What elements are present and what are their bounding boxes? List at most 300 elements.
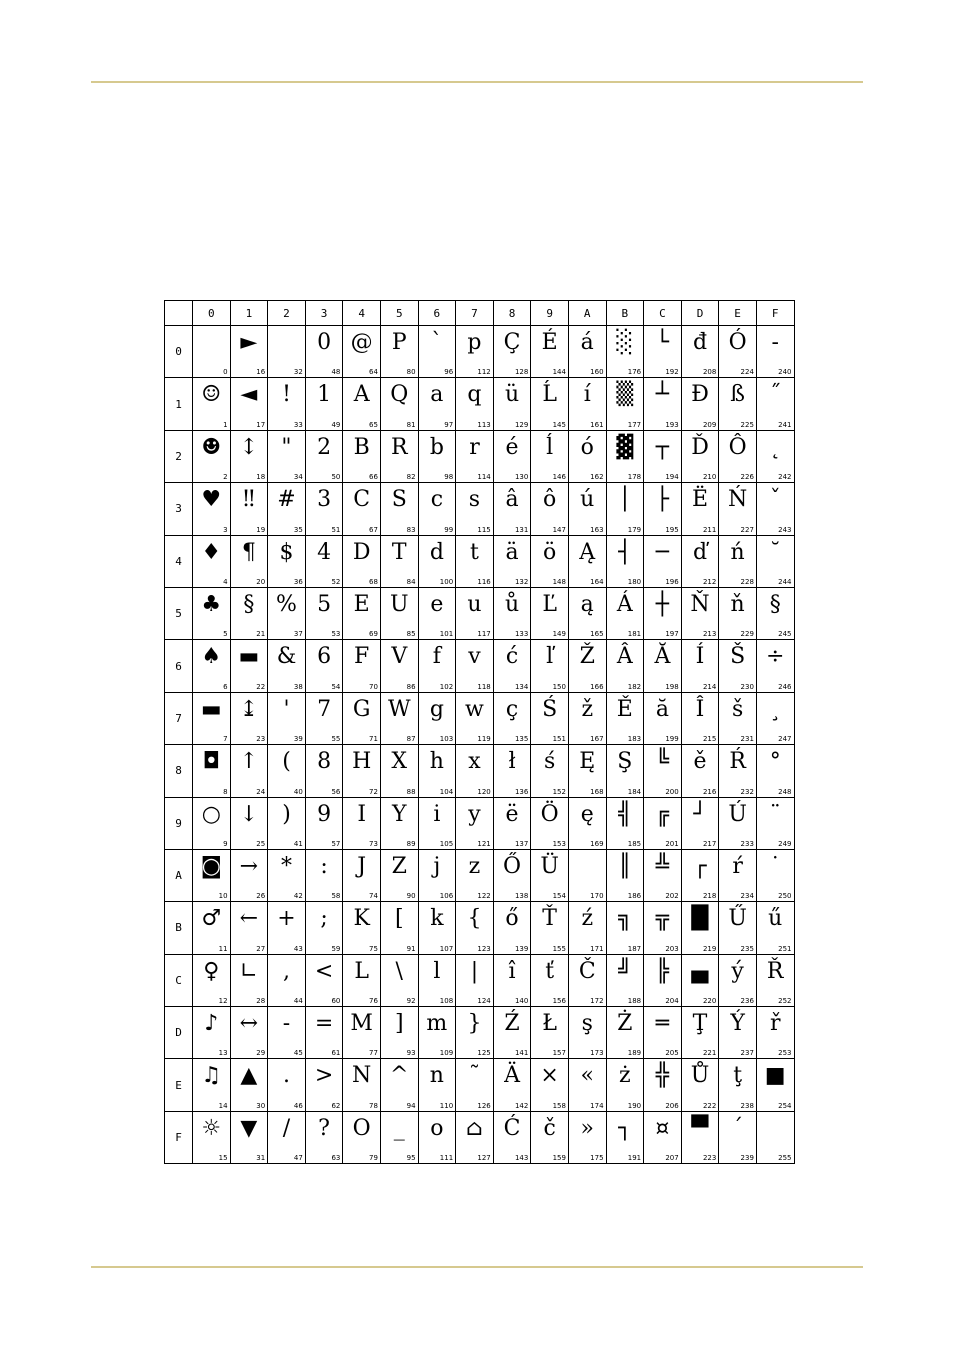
char-code: 21 <box>256 630 266 639</box>
char-glyph: ↨ <box>239 696 259 722</box>
char-glyph: Ú <box>728 801 747 827</box>
char-glyph: q <box>467 382 482 408</box>
char-glyph: Ž <box>579 644 595 670</box>
char-code: 40 <box>293 787 303 796</box>
char-cell <box>456 326 494 378</box>
char-code: 13 <box>218 1049 228 1058</box>
char-cell <box>193 1007 231 1059</box>
char-code: 234 <box>740 892 754 901</box>
char-cell <box>305 640 343 692</box>
char-code: 191 <box>627 1154 642 1163</box>
char-glyph: 6 <box>317 644 332 670</box>
char-cell <box>230 587 268 639</box>
char-code: 18 <box>256 473 266 482</box>
column-header: D <box>681 301 719 326</box>
char-glyph: Đ <box>691 382 709 408</box>
char-cell <box>644 849 682 901</box>
char-glyph: U <box>389 591 409 617</box>
char-glyph: ü <box>504 382 520 408</box>
char-glyph: $ <box>279 539 294 565</box>
char-glyph: l <box>433 958 441 984</box>
char-code: 37 <box>293 630 303 639</box>
char-cell <box>193 902 231 954</box>
char-glyph: ▬ <box>200 696 222 722</box>
char-cell <box>606 692 644 744</box>
char-code: 218 <box>702 892 717 901</box>
char-code: 81 <box>406 420 416 429</box>
row-header: 2 <box>165 430 193 482</box>
char-glyph: t <box>470 539 479 565</box>
char-glyph: ? <box>318 1115 330 1141</box>
char-glyph: " <box>281 434 292 460</box>
char-glyph: ╚ <box>655 749 670 775</box>
char-glyph: ę <box>580 801 594 827</box>
char-code: 202 <box>665 892 679 901</box>
char-code: 228 <box>740 577 754 586</box>
char-cell <box>418 640 456 692</box>
char-glyph: o <box>430 1115 444 1141</box>
char-glyph: n <box>429 1063 444 1089</box>
char-cell <box>230 692 268 744</box>
char-cell <box>493 326 531 378</box>
char-code: 215 <box>702 735 717 744</box>
char-glyph: 2 <box>317 434 332 460</box>
char-glyph: Î <box>695 696 705 722</box>
char-code: 113 <box>477 420 491 429</box>
char-code: 206 <box>665 1101 679 1110</box>
char-cell <box>305 745 343 797</box>
char-cell <box>193 1111 231 1163</box>
char-glyph: = <box>314 1011 334 1037</box>
char-code: 128 <box>514 368 529 377</box>
char-glyph: á <box>580 330 594 355</box>
char-glyph: ╠ <box>655 958 670 984</box>
char-cell <box>230 902 268 954</box>
char-cell <box>343 745 381 797</box>
char-cell <box>193 430 231 482</box>
char-cell <box>493 378 531 430</box>
char-code: 12 <box>218 997 228 1006</box>
char-glyph: ♫ <box>201 1063 222 1089</box>
char-glyph: ┐ <box>618 1115 632 1141</box>
char-glyph: ô <box>543 487 557 513</box>
char-cell <box>493 640 531 692</box>
char-cell <box>681 954 719 1006</box>
char-cell <box>380 1007 418 1059</box>
char-glyph: ( <box>282 749 291 775</box>
char-cell <box>568 326 606 378</box>
char-code: 124 <box>477 997 491 1006</box>
char-cell <box>681 430 719 482</box>
char-code: 207 <box>665 1154 679 1163</box>
char-code: 174 <box>590 1101 604 1110</box>
char-code: 14 <box>218 1101 228 1110</box>
char-cell <box>719 587 757 639</box>
char-glyph: Z <box>391 853 407 879</box>
char-cell <box>644 430 682 482</box>
char-code: 25 <box>256 839 266 848</box>
char-glyph: Ő <box>503 853 522 879</box>
char-code: 28 <box>256 997 266 1006</box>
char-cell <box>644 587 682 639</box>
char-glyph: Ô <box>728 434 747 460</box>
char-code: 184 <box>627 787 642 796</box>
char-code: 185 <box>627 839 642 848</box>
char-glyph: ő <box>505 906 519 932</box>
char-cell <box>756 954 794 1006</box>
char-glyph: Ŕ <box>729 749 746 775</box>
char-glyph: 4 <box>317 539 332 565</box>
char-code: 99 <box>444 525 454 534</box>
char-code: 251 <box>778 944 792 953</box>
char-cell <box>456 745 494 797</box>
char-code: 135 <box>514 735 529 744</box>
char-cell <box>380 378 418 430</box>
char-code: 161 <box>590 420 604 429</box>
char-code: 239 <box>740 1154 754 1163</box>
char-code: 106 <box>439 892 454 901</box>
char-cell <box>681 1111 719 1163</box>
char-cell <box>531 640 569 692</box>
char-glyph: ║ <box>618 853 632 879</box>
char-cell <box>193 849 231 901</box>
char-cell <box>456 902 494 954</box>
char-code: 152 <box>552 787 566 796</box>
char-cell <box>681 326 719 378</box>
char-code: 89 <box>406 839 416 848</box>
char-code: 73 <box>369 839 378 848</box>
char-glyph: ˘ <box>769 539 781 565</box>
char-code: 167 <box>590 735 604 744</box>
char-code: 26 <box>256 892 266 901</box>
char-code: 182 <box>627 682 642 691</box>
table-row <box>165 797 795 849</box>
char-glyph: Ľ <box>542 591 557 617</box>
char-glyph: ! <box>282 382 291 408</box>
char-glyph: C <box>353 487 371 513</box>
char-cell <box>644 797 682 849</box>
char-glyph: └ <box>655 330 670 355</box>
char-cell <box>644 745 682 797</box>
char-glyph: Ś <box>542 696 558 722</box>
char-cell <box>606 483 644 535</box>
char-cell <box>268 849 306 901</box>
char-cell <box>531 483 569 535</box>
char-glyph: y <box>468 801 481 827</box>
char-code: 52 <box>331 577 341 586</box>
char-glyph: Ö <box>540 801 559 827</box>
char-cell <box>456 378 494 430</box>
char-cell <box>568 797 606 849</box>
char-glyph: ♀ <box>203 958 220 984</box>
char-code: 171 <box>590 944 604 953</box>
char-glyph: s <box>468 487 481 513</box>
char-code: 103 <box>439 735 454 744</box>
corner-cell <box>165 301 193 326</box>
char-code: 199 <box>665 735 679 744</box>
column-header: A <box>568 301 606 326</box>
char-glyph: ◘ <box>202 749 220 775</box>
char-cell <box>644 535 682 587</box>
char-glyph: E <box>353 591 370 617</box>
char-glyph: ┤ <box>618 539 632 565</box>
char-cell <box>380 483 418 535</box>
char-code: 232 <box>740 787 754 796</box>
char-cell <box>380 587 418 639</box>
char-cell <box>644 954 682 1006</box>
char-code: 78 <box>369 1101 378 1110</box>
char-cell <box>418 692 456 744</box>
char-code: 241 <box>778 420 792 429</box>
char-glyph: ↓ <box>239 801 259 827</box>
char-code: 214 <box>702 682 717 691</box>
char-cell <box>756 849 794 901</box>
char-glyph: B <box>353 434 370 460</box>
char-cell <box>568 483 606 535</box>
char-glyph: ˝ <box>769 382 781 408</box>
char-glyph: ▓ <box>616 434 634 460</box>
char-cell <box>230 1059 268 1111</box>
row-header: B <box>165 902 193 954</box>
char-code: 27 <box>256 944 266 953</box>
char-code: 88 <box>406 787 416 796</box>
char-code: 144 <box>552 368 566 377</box>
char-glyph: ˜ <box>468 1063 480 1089</box>
char-cell <box>305 1007 343 1059</box>
char-glyph: I <box>357 801 367 827</box>
char-glyph: Ł <box>542 1011 557 1037</box>
char-cell <box>230 797 268 849</box>
char-cell <box>343 1059 381 1111</box>
char-glyph: Ě <box>616 696 633 722</box>
char-code: 201 <box>665 839 679 848</box>
char-glyph: L <box>354 958 369 984</box>
char-code: 19 <box>256 525 266 534</box>
char-cell <box>531 1007 569 1059</box>
char-glyph: ═ <box>655 1011 670 1037</box>
char-cell <box>568 1111 606 1163</box>
char-glyph: Ń <box>727 487 748 513</box>
char-cell <box>606 535 644 587</box>
char-code: 198 <box>665 682 679 691</box>
char-cell <box>418 326 456 378</box>
char-cell <box>681 902 719 954</box>
char-code: 151 <box>552 735 566 744</box>
char-cell <box>606 902 644 954</box>
char-glyph: ó <box>580 434 594 460</box>
char-cell <box>531 587 569 639</box>
char-code: 76 <box>369 997 378 1006</box>
char-glyph: X <box>391 749 408 775</box>
char-cell <box>193 692 231 744</box>
char-code: 15 <box>218 1154 228 1163</box>
char-cell <box>531 326 569 378</box>
char-glyph: @ <box>350 330 373 355</box>
char-cell <box>681 483 719 535</box>
char-code: 253 <box>778 1049 792 1058</box>
char-cell <box>418 587 456 639</box>
char-code: 211 <box>702 525 717 534</box>
column-header: F <box>756 301 794 326</box>
char-cell <box>719 692 757 744</box>
char-glyph: G <box>352 696 371 722</box>
char-glyph: W <box>387 696 411 722</box>
char-code: 50 <box>331 473 341 482</box>
char-glyph: ] <box>394 1011 404 1037</box>
char-cell <box>343 902 381 954</box>
char-code: 209 <box>702 420 717 429</box>
char-glyph: ¶ <box>241 539 256 565</box>
char-code: 162 <box>590 473 604 482</box>
char-cell <box>756 483 794 535</box>
char-glyph: ├ <box>655 487 670 513</box>
char-glyph: ▒ <box>616 382 634 408</box>
column-header: 9 <box>531 301 569 326</box>
char-cell <box>268 535 306 587</box>
char-cell <box>305 326 343 378</box>
char-code: 247 <box>778 735 792 744</box>
char-code: 146 <box>552 473 566 482</box>
char-code: 140 <box>514 997 529 1006</box>
char-code: 1 <box>223 420 228 429</box>
char-glyph: % <box>276 591 297 617</box>
char-code: 158 <box>552 1101 566 1110</box>
char-cell <box>568 1059 606 1111</box>
char-cell <box>644 378 682 430</box>
column-header: 4 <box>343 301 381 326</box>
char-cell <box>380 640 418 692</box>
char-code: 129 <box>514 420 529 429</box>
char-glyph: Ű <box>728 906 747 932</box>
char-cell <box>380 902 418 954</box>
char-code: 65 <box>369 420 378 429</box>
char-cell <box>230 430 268 482</box>
char-glyph: ď <box>692 539 708 565</box>
char-code: 193 <box>665 420 679 429</box>
char-cell <box>531 692 569 744</box>
char-code: 44 <box>293 997 303 1006</box>
char-code: 142 <box>514 1101 529 1110</box>
char-code: 3 <box>223 525 228 534</box>
column-header: 0 <box>193 301 231 326</box>
char-code: 189 <box>627 1049 642 1058</box>
char-cell <box>380 692 418 744</box>
char-code: 159 <box>552 1154 566 1163</box>
char-code: 30 <box>256 1101 266 1110</box>
char-cell <box>493 483 531 535</box>
char-cell <box>644 1111 682 1163</box>
column-header: 6 <box>418 301 456 326</box>
char-code: 48 <box>331 368 341 377</box>
char-code: 153 <box>552 839 566 848</box>
char-code: 102 <box>439 682 454 691</box>
char-cell <box>305 954 343 1006</box>
char-cell <box>268 326 306 378</box>
char-code: 77 <box>369 1049 378 1058</box>
char-glyph: █ <box>691 906 709 932</box>
char-glyph: Á <box>616 591 633 617</box>
char-glyph: S <box>391 487 407 513</box>
char-code: 226 <box>740 473 754 482</box>
char-glyph: ¨ <box>769 801 781 827</box>
char-cell <box>193 745 231 797</box>
table-row <box>165 483 795 535</box>
char-cell <box>268 954 306 1006</box>
char-cell <box>493 430 531 482</box>
char-cell <box>756 745 794 797</box>
char-code: 55 <box>331 735 341 744</box>
char-glyph: Ó <box>728 330 747 355</box>
char-code: 95 <box>406 1154 416 1163</box>
char-code: 54 <box>331 682 341 691</box>
char-glyph: - <box>282 1011 291 1037</box>
char-cell <box>756 797 794 849</box>
char-glyph: é <box>505 434 519 460</box>
char-glyph: : <box>320 853 328 879</box>
char-cell <box>568 535 606 587</box>
char-glyph: * <box>280 853 292 879</box>
char-cell <box>193 797 231 849</box>
column-header-row <box>165 301 795 326</box>
char-glyph: ë <box>505 801 519 827</box>
char-cell <box>756 1111 794 1163</box>
char-code: 230 <box>740 682 754 691</box>
char-code: 23 <box>256 735 266 744</box>
char-cell <box>531 797 569 849</box>
char-cell <box>268 483 306 535</box>
char-code: 9 <box>223 839 228 848</box>
row-header: F <box>165 1111 193 1163</box>
char-code: 47 <box>293 1154 303 1163</box>
char-glyph: ↑ <box>239 749 259 775</box>
char-code: 62 <box>331 1101 341 1110</box>
char-cell <box>305 902 343 954</box>
char-code: 168 <box>590 787 604 796</box>
char-cell <box>606 587 644 639</box>
column-header: 2 <box>268 301 306 326</box>
char-cell <box>268 1059 306 1111</box>
char-glyph: f <box>432 644 441 670</box>
char-cell <box>305 849 343 901</box>
char-code: 24 <box>256 787 266 796</box>
char-code: 186 <box>627 892 642 901</box>
column-header: B <box>606 301 644 326</box>
char-code: 132 <box>514 577 529 586</box>
char-code: 64 <box>369 368 378 377</box>
char-cell <box>268 692 306 744</box>
table-row <box>165 378 795 430</box>
char-cell <box>305 1059 343 1111</box>
char-glyph: u <box>467 591 482 617</box>
char-glyph: ▲ <box>240 1063 258 1089</box>
char-cell <box>305 587 343 639</box>
char-code: 74 <box>369 892 378 901</box>
char-code: 134 <box>514 682 529 691</box>
char-code: 145 <box>552 420 566 429</box>
char-glyph: ♠ <box>201 644 222 670</box>
char-code: 200 <box>665 787 679 796</box>
char-glyph: ♂ <box>201 906 222 932</box>
char-code: 221 <box>702 1049 717 1058</box>
char-glyph: Ť <box>542 906 557 932</box>
char-code: 42 <box>293 892 303 901</box>
char-glyph: 5 <box>317 591 332 617</box>
char-glyph: ░ <box>616 330 634 355</box>
char-glyph: T <box>391 539 407 565</box>
char-glyph: 9 <box>317 801 332 827</box>
char-cell <box>493 1059 531 1111</box>
char-code: 244 <box>778 577 792 586</box>
